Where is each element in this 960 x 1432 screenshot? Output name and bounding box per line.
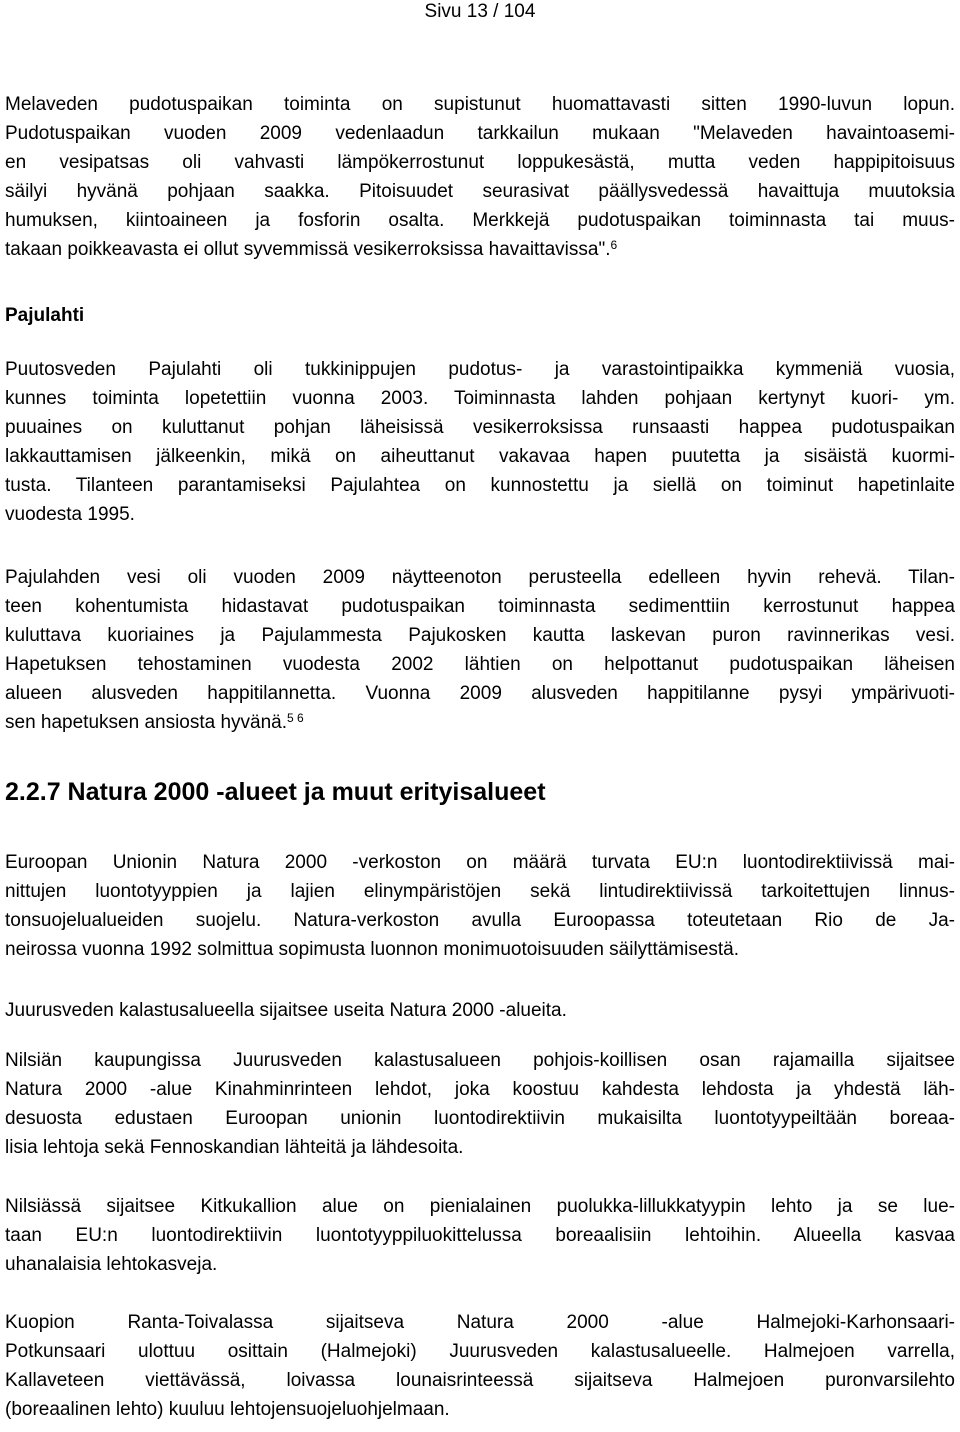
text-line: alueen alusveden happitilannetta. Vuonna 2009 alusveden happitilanne pysyi ympärivuoti- [5, 683, 955, 704]
text-line: Pajulahden vesi oli vuoden 2009 näytteenoton perusteella edelleen hyvin rehevä. Tilan- [5, 567, 955, 588]
text-line [5, 708, 955, 737]
paragraph-natura-areas [5, 996, 955, 1025]
text-line-content: sen hapetuksen ansiosta hyvänä. [5, 712, 288, 733]
text-line: tonsuojelualueiden suojelu. Natura-verkoston avulla Euroopassa toteutetaan Rio de Ja- [5, 910, 955, 931]
text-line: Nilsiän kaupungissa Juurusveden kalastusalueen pohjois-koillisen osan rajamailla sijaitsee [5, 1050, 955, 1071]
text-line [5, 235, 955, 264]
text-line: Puutosveden Pajulahti oli tukkinippujen pudotus- ja varastointipaikka kymmeniä vuosia, [5, 359, 955, 380]
text-line: säilyi hyvänä pohjaan saakka. Pitoisuudet seurasivat päällysvedessä havaittuja muutoksia [5, 181, 955, 202]
text-line: en vesipatsas oli vahvasti lämpökerrostunut loppukesästä, mutta veden happipitoisuus [5, 152, 955, 173]
footnote-ref: 6 [610, 238, 618, 252]
text-line: (boreaalinen lehto) kuuluu lehtojensuojeluohjelmaan. [5, 1399, 450, 1420]
paragraph-kinahminrinne [5, 1046, 955, 1162]
text-line: kuluttava kuoriaines ja Pajulammesta Pajukosken kautta laskevan puron ravinnerikas vesi. [5, 625, 955, 646]
text-line-content: takaan poikkeavasta ei ollut syvemmissä vesikerroksissa havaittavissa". [5, 239, 611, 260]
text-line: desuosta edustaen Euroopan unionin luontodirektiivin mukaisilta luontotyypeiltään boreaa- [5, 1108, 955, 1129]
paragraph-melavesi [5, 90, 955, 264]
text-line: Natura 2000 -alue Kinahminrinteen lehdot, joka koostuu kahdesta lehdosta ja yhdestä läh- [5, 1079, 955, 1100]
text-line: kunnes toiminta lopetettiin vuonna 2003. Toiminnasta lahden pohjaan kertynyt kuori- ym. [5, 388, 955, 409]
text-line: uhanalaisia lehtokasveja. [5, 1254, 218, 1275]
text-line: Kuopion Ranta-Toivalassa sijaitseva Natura 2000 -alue Halmejoki-Karhonsaari- [5, 1312, 955, 1333]
text-line: Pudotuspaikan vuoden 2009 vedenlaadun tarkkailun mukaan "Melaveden havaintoasemi- [5, 123, 955, 144]
text-line: taan EU:n luontodirektiivin luontotyyppiluokittelussa boreaalisiin lehtoihin. Alueella kasvaa [5, 1225, 955, 1246]
text-line: tusta. Tilanteen parantamiseksi Pajulahtea on kunnostettu ja siellä on toiminut hapetinlaite [5, 475, 955, 496]
paragraph-pajulahti-history [5, 355, 955, 529]
text-line: Hapetuksen tehostaminen vuodesta 2002 lähtien on helpottanut pudotuspaikan läheisen [5, 654, 955, 675]
text-line: lisia lehtoja sekä Fennoskandian lähteitä ja lähdesoita. [5, 1137, 464, 1158]
text-line: teen kohentumista hidastavat pudotuspaikan toiminnasta sedimenttiin kerrostunut happea [5, 596, 955, 617]
paragraph-natura-network [5, 848, 955, 964]
heading-pajulahti: Pajulahti [5, 305, 85, 326]
text-line: Nilsiässä sijaitsee Kitkukallion alue on pienialainen puolukka-lillukkatyypin lehto ja se lue- [5, 1196, 955, 1217]
text-line: Juurusveden kalastusalueella sijaitsee useita Natura 2000 -alueita. [5, 1000, 567, 1021]
footnote-ref: 5 6 [287, 711, 304, 725]
text-line: Kallaveteen viettävässä, loivassa lounaisrinteessä sijaitseva Halmejoen puronvarsilehto [5, 1370, 955, 1391]
paragraph-pajulahti-water [5, 563, 955, 737]
text-line: Potkunsaari ulottuu osittain (Halmejoki) Juurusveden kalastusalueelle. Halmejoen varrella, [5, 1341, 955, 1362]
text-line: humuksen, kiintoaineen ja fosforin osalta. Merkkejä pudotuspaikan toiminnasta tai muus- [5, 210, 955, 231]
text-line: vuodesta 1995. [5, 504, 135, 525]
text-line: puuaines on kuluttanut pohjan läheisissä vesikerroksissa runsaasti happea pudotuspaikan [5, 417, 955, 438]
text-line: Euroopan Unionin Natura 2000 -verkoston on määrä turvata EU:n luontodirektiivissä mai- [5, 852, 955, 873]
text-line: Melaveden pudotuspaikan toiminta on supistunut huomattavasti sitten 1990-luvun lopun. [5, 94, 955, 115]
text-line: lakkauttamisen jälkeenkin, mikä on aiheuttanut vakavaa hapen puutetta ja sisäistä kuormi- [5, 446, 955, 467]
paragraph-kitkukallio [5, 1192, 955, 1279]
page-number-header: Sivu 13 / 104 [424, 1, 536, 22]
paragraph-halmejoki [5, 1308, 955, 1424]
text-line: nittujen luontotyyppien ja lajien elinympäristöjen sekä lintudirektiivissä tarkoitettujen linnus- [5, 881, 955, 902]
section-heading-natura: 2.2.7 Natura 2000 -alueet ja muut erityisalueet [5, 778, 546, 806]
text-line: neirossa vuonna 1992 solmittua sopimusta luonnon monimuotoisuuden säilyttämisestä. [5, 939, 740, 960]
